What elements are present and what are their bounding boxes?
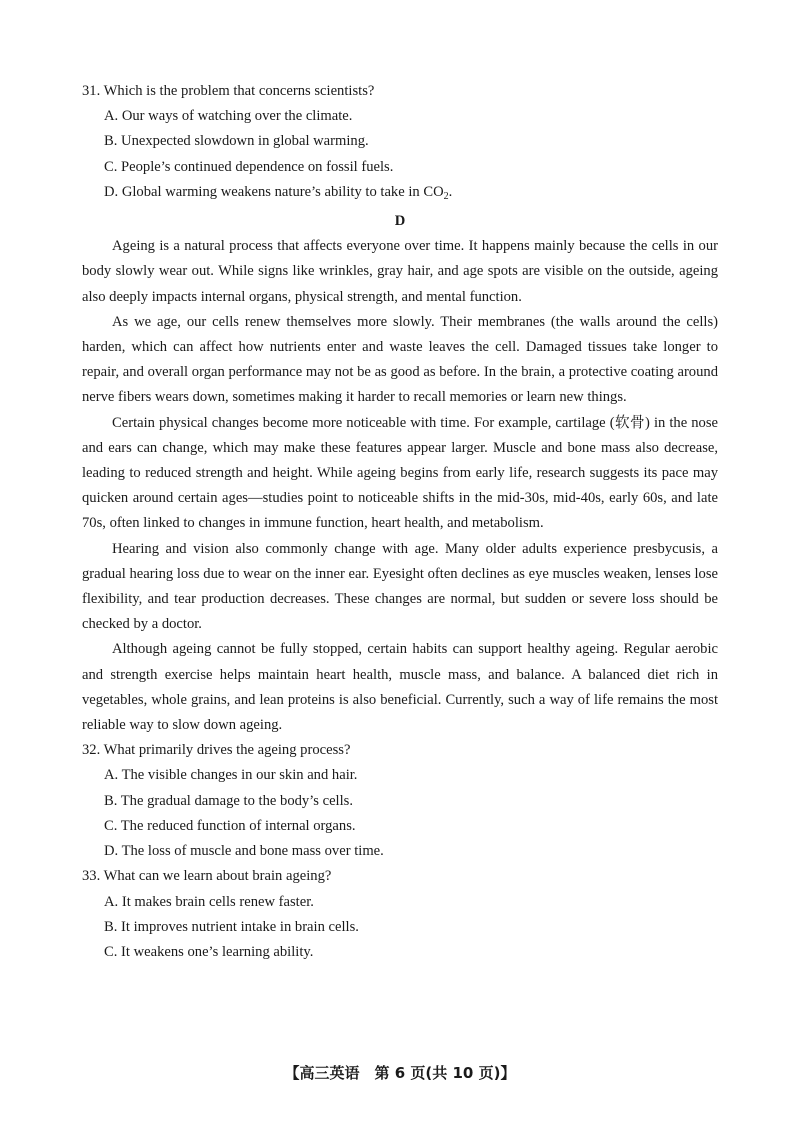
passage-paragraph-3: Certain physical changes become more noticeable with time. For example, cartilage (软骨) in the nose and ears can change, which may make these features appear larger. Muscle and bone mass also decrease, leading to reduced strength and height. While ageing begins from early life, research suggests its pace may quicken around certain ages—studies point to noticeable shifts in the mid-30s, mid-40s, early 60s, and late 70s, often linked to changes in immune function, heart health, and metabolism. [82, 414, 718, 532]
question-31-option-a: A. Our ways of watching over the climate. [104, 108, 353, 125]
question-32-option-d: D. The loss of muscle and bone mass over time. [104, 843, 384, 860]
question-31-option-c: C. People’s continued dependence on fossil fuels. [104, 158, 394, 175]
question-31-option-d-text: D. Global warming weakens nature’s ability to take in CO [104, 183, 444, 200]
question-31-option-b: B. Unexpected slowdown in global warming. [104, 133, 369, 150]
passage-paragraph-5: Although ageing cannot be fully stopped, certain habits can support healthy ageing. Regular aerobic and strength exercise helps maintain heart health, muscle mass, and balance. A balanced diet rich in vegetables, whole grains, and lean proteins is also beneficial. Currently, such a way of life remains the most reliable way to slow down ageing. [82, 641, 718, 734]
passage-paragraph-1: Ageing is a natural process that affects everyone over time. It happens mainly because the cells in our body slowly wear out. While signs like wrinkles, gray hair, and age spots are visible on the outside, ageing also deeply impacts internal organs, physical strength, and mental function. [82, 238, 718, 305]
co2-subscript: 2 [443, 190, 449, 202]
question-33-option-c: C. It weakens one’s learning ability. [104, 943, 314, 960]
question-31-option-d [104, 180, 718, 209]
page-content [82, 79, 718, 965]
question-32-option-c: C. The reduced function of internal organs. [104, 817, 356, 834]
passage-paragraph-4: Hearing and vision also commonly change with age. Many older adults experience presbycusis, a gradual hearing loss due to wear on the inner ear. Eyesight often declines as eye muscles weaken, lenses lose flexibility, and tear production decreases. These changes are normal, but sudden or severe loss should be checked by a doctor. [82, 540, 718, 633]
section-title: D [394, 213, 406, 230]
question-32-option-a: A. The visible changes in our skin and hair. [104, 767, 358, 784]
question-33-option-a: A. It makes brain cells renew faster. [104, 893, 314, 910]
question-31-stem: 31. Which is the problem that concerns scientists? [82, 83, 375, 99]
question-33-stem: 33. What can we learn about brain ageing? [82, 868, 332, 885]
question-31-option-d-period: . [448, 183, 453, 200]
page-footer: 【高三英语 第 6 页(共 10 页)】 [284, 1064, 516, 1082]
question-32-option-b: B. The gradual damage to the body’s cells. [104, 792, 353, 809]
passage-paragraph-2: As we age, our cells renew themselves more slowly. Their membranes (the walls around the cells) harden, which can affect how nutrients enter and waste leaves the cell. Damaged tissues take longer to repair, and overall organ performance may not be as good as before. In the brain, a protective coating around nerve fibers wears down, sometimes making it harder to recall memories or learn new things. [82, 313, 718, 406]
question-32-stem: 32. What primarily drives the ageing process? [82, 742, 351, 759]
question-33-option-b: B. It improves nutrient intake in brain cells. [104, 918, 359, 935]
